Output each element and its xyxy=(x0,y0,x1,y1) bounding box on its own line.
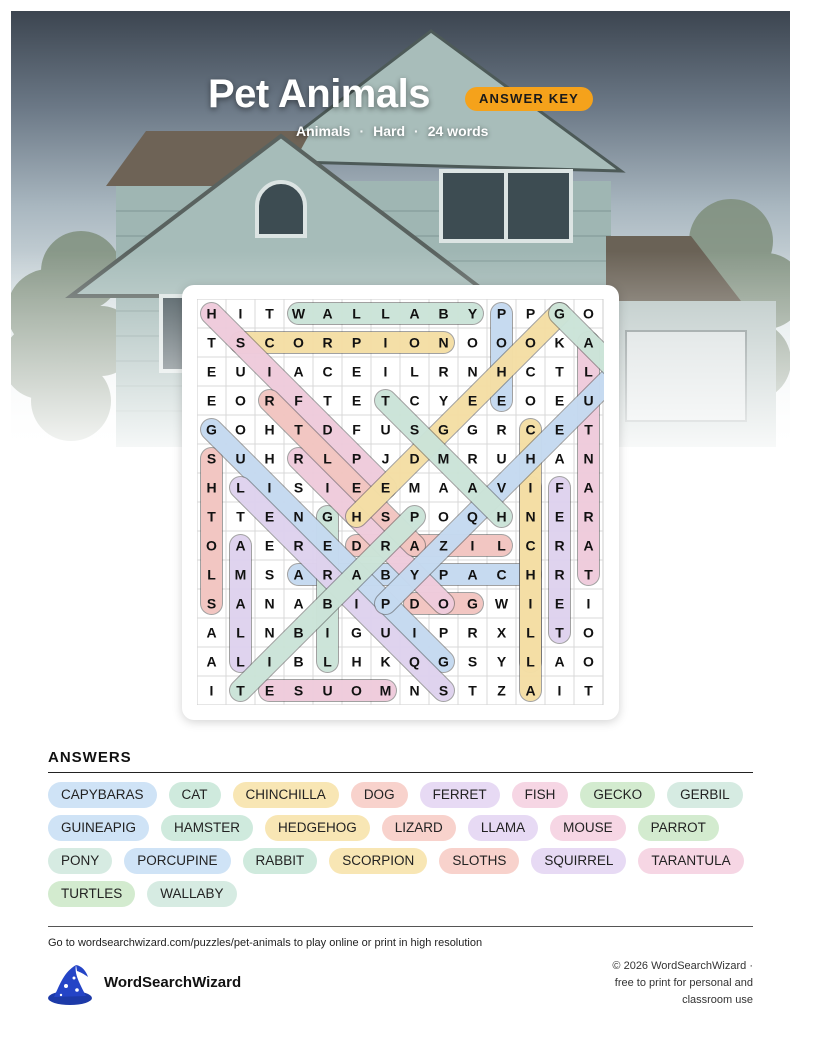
answers-list xyxy=(48,782,758,907)
grid-letter: E xyxy=(496,392,507,409)
grid-letter: O xyxy=(438,508,449,525)
difficulty-label: Hard xyxy=(373,123,406,139)
grid-letter: O xyxy=(351,682,362,699)
grid-letter: S xyxy=(293,479,304,496)
grid-letter: S xyxy=(264,566,275,583)
grid-letter: A xyxy=(525,682,536,699)
grid-letter: J xyxy=(381,450,390,467)
grid-letter: E xyxy=(351,363,362,380)
grid-letter: O xyxy=(583,305,594,322)
grid-letter: O xyxy=(438,595,449,612)
answer-pill-rabbit: RABBIT xyxy=(243,848,318,874)
grid-letter: A xyxy=(583,334,594,351)
grid-letter: U xyxy=(380,624,391,641)
grid-letter: R xyxy=(438,363,449,380)
word-search-grid xyxy=(197,299,604,705)
answer-pill-turtles: TURTLES xyxy=(48,881,135,907)
answer-pill-pony: PONY xyxy=(48,848,112,874)
grid-letter: A xyxy=(554,450,565,467)
grid-letter: A xyxy=(293,566,304,583)
grid-letter: I xyxy=(267,479,272,496)
grid-letter: H xyxy=(351,653,362,670)
grid-letter: O xyxy=(525,334,536,351)
grid-letter: S xyxy=(409,421,420,438)
answer-pill-porcupine: PORCUPINE xyxy=(124,848,230,874)
answer-pill-gecko: GECKO xyxy=(580,782,655,808)
grid-letter: I xyxy=(412,624,417,641)
grid-letter: A xyxy=(438,479,449,496)
answer-pill-tarantula: TARANTULA xyxy=(638,848,743,874)
grid-letter: G xyxy=(438,653,449,670)
grid-letter: L xyxy=(236,653,245,670)
word-count-label: 24 words xyxy=(427,123,489,139)
grid-letter: E xyxy=(351,392,362,409)
grid-letter: M xyxy=(379,682,392,699)
answer-key-badge: ANSWER KEY xyxy=(465,87,593,111)
grid-letter: G xyxy=(206,421,217,438)
copyright-line: © 2026 WordSearchWizard · xyxy=(612,960,753,972)
copyright-line: free to print for personal and xyxy=(614,977,753,989)
grid-letter: F xyxy=(352,421,361,438)
grid-letter: G xyxy=(438,421,449,438)
grid-letter: T xyxy=(584,421,593,438)
grid-letter: R xyxy=(583,508,594,525)
grid-letter: R xyxy=(496,421,507,438)
grid-letter: U xyxy=(380,421,391,438)
category-label: Animals xyxy=(296,123,351,139)
grid-letter: W xyxy=(291,305,306,322)
grid-letter: O xyxy=(235,421,246,438)
grid-letter: E xyxy=(264,537,275,554)
grid-letter: N xyxy=(264,624,275,641)
grid-letter: C xyxy=(496,566,507,583)
grid-letter: A xyxy=(554,653,565,670)
grid-letter: T xyxy=(555,624,564,641)
grid-letter: X xyxy=(496,624,507,641)
brand-name: WordSearchWizard xyxy=(104,974,242,991)
grid-letter: R xyxy=(554,566,565,583)
grid-letter: C xyxy=(525,537,536,554)
grid-letter: K xyxy=(554,334,565,351)
answer-pill-squirrel: SQUIRREL xyxy=(531,848,626,874)
grid-letter: S xyxy=(380,508,391,525)
grid-letter: A xyxy=(235,595,246,612)
grid-letter: G xyxy=(467,595,478,612)
divider xyxy=(48,926,753,927)
answer-pill-chinchilla: CHINCHILLA xyxy=(233,782,339,808)
divider xyxy=(48,772,753,773)
grid-letter: N xyxy=(293,508,304,525)
grid-letter: P xyxy=(525,305,536,322)
grid-letter: B xyxy=(322,595,333,612)
grid-letter: L xyxy=(526,624,535,641)
grid-letter: A xyxy=(409,305,420,322)
grid-letter: P xyxy=(380,595,391,612)
grid-letter: U xyxy=(496,450,507,467)
grid-letter: H xyxy=(206,479,217,496)
grid-letter: S xyxy=(467,653,478,670)
grid-letter: L xyxy=(323,653,332,670)
grid-letter: Q xyxy=(467,508,478,525)
separator-dot: · xyxy=(414,123,419,139)
page-title: Pet Animals xyxy=(208,72,430,116)
grid-letter: P xyxy=(438,566,449,583)
grid-letter: D xyxy=(351,537,362,554)
answer-pill-mouse: MOUSE xyxy=(550,815,626,841)
grid-letter: S xyxy=(235,334,246,351)
grid-letter: P xyxy=(351,334,362,351)
grid-letter: I xyxy=(586,595,591,612)
grid-letter: N xyxy=(409,682,420,699)
answers-heading: ANSWERS xyxy=(48,749,132,766)
grid-letter: E xyxy=(351,479,362,496)
grid-letter: I xyxy=(383,363,388,380)
grid-letter: V xyxy=(496,479,507,496)
grid-letter: E xyxy=(554,508,565,525)
grid-letter: U xyxy=(235,450,246,467)
copyright-text xyxy=(583,958,753,1009)
grid-letter: L xyxy=(236,624,245,641)
grid-letter: T xyxy=(555,363,564,380)
answer-pill-scorpion: SCORPION xyxy=(329,848,427,874)
grid-letter: L xyxy=(584,363,593,380)
grid-letter: I xyxy=(325,479,330,496)
grid-letter: I xyxy=(267,363,272,380)
grid-letter: G xyxy=(554,305,565,322)
grid-letter: A xyxy=(235,537,246,554)
answer-pill-lizard: LIZARD xyxy=(382,815,456,841)
grid-letter: B xyxy=(293,624,304,641)
grid-letter: I xyxy=(528,595,533,612)
grid-letter: I xyxy=(383,334,388,351)
grid-letter: H xyxy=(264,450,275,467)
grid-letter: A xyxy=(293,363,304,380)
grid-letter: N xyxy=(525,508,536,525)
grid-letter: O xyxy=(206,537,217,554)
grid-letter: A xyxy=(467,566,478,583)
grid-letter: L xyxy=(410,363,419,380)
grid-letter: B xyxy=(438,305,449,322)
grid-letter: L xyxy=(381,305,390,322)
grid-letter: Q xyxy=(409,653,420,670)
grid-letter: O xyxy=(409,334,420,351)
grid-letter: I xyxy=(354,595,359,612)
grid-letter: A xyxy=(206,653,217,670)
grid-letter: H xyxy=(525,566,536,583)
grid-letter: O xyxy=(467,334,478,351)
grid-letter: Y xyxy=(438,392,449,409)
grid-letter: G xyxy=(322,508,333,525)
grid-letter: G xyxy=(351,624,362,641)
grid-letter: U xyxy=(235,363,246,380)
footer-url-text[interactable]: Go to wordsearchwizard.com/puzzles/pet-animals to play online or print in high resolution xyxy=(48,937,483,949)
grid-letter: A xyxy=(583,479,594,496)
grid-letter: L xyxy=(497,537,506,554)
grid-letter: O xyxy=(496,334,507,351)
grid-letter: S xyxy=(293,682,304,699)
grid-letter: E xyxy=(467,392,478,409)
grid-letter: T xyxy=(207,334,216,351)
grid-letter: R xyxy=(467,624,478,641)
grid-letter: I xyxy=(325,624,330,641)
grid-letter: E xyxy=(554,392,565,409)
grid-letter: L xyxy=(236,479,245,496)
grid-letter: R xyxy=(322,334,333,351)
grid-letter: L xyxy=(526,653,535,670)
grid-letter: I xyxy=(209,682,214,699)
grid-letter: O xyxy=(583,624,594,641)
answer-pill-guineapig: GUINEAPIG xyxy=(48,815,149,841)
grid-letter: O xyxy=(235,392,246,409)
answer-pill-cat: CAT xyxy=(169,782,221,808)
grid-letter: A xyxy=(293,595,304,612)
grid-letter: I xyxy=(470,537,475,554)
grid-letter: T xyxy=(381,392,390,409)
grid-letter: R xyxy=(293,537,304,554)
grid-letter: B xyxy=(293,653,304,670)
grid-letter: T xyxy=(236,508,245,525)
grid-letter: E xyxy=(322,537,333,554)
grid-letter: A xyxy=(322,305,333,322)
grid-letter: L xyxy=(323,450,332,467)
answer-pill-dog: DOG xyxy=(351,782,408,808)
grid-letter: O xyxy=(525,392,536,409)
grid-letter: P xyxy=(496,305,507,322)
grid-letter: O xyxy=(293,334,304,351)
grid-letter: H xyxy=(351,508,362,525)
grid-letter: E xyxy=(554,421,565,438)
grid-letter: U xyxy=(583,392,594,409)
grid-letter: T xyxy=(207,508,216,525)
answer-pill-wallaby: WALLABY xyxy=(147,881,236,907)
grid-letter: R xyxy=(467,450,478,467)
grid-letter: S xyxy=(438,682,449,699)
grid-letter: R xyxy=(293,450,304,467)
grid-letter: D xyxy=(322,421,333,438)
grid-letter: G xyxy=(467,421,478,438)
grid-letter: O xyxy=(583,653,594,670)
grid-letter: S xyxy=(206,450,217,467)
grid-letter: N xyxy=(583,450,594,467)
grid-letter: H xyxy=(496,508,507,525)
grid-letter: R xyxy=(380,537,391,554)
grid-letter: E xyxy=(264,508,275,525)
grid-letter: M xyxy=(408,479,421,496)
grid-letter: L xyxy=(352,305,361,322)
grid-letter: I xyxy=(528,479,533,496)
answer-pill-gerbil: GERBIL xyxy=(667,782,743,808)
grid-letter: R xyxy=(264,392,275,409)
grid-letter: I xyxy=(557,682,562,699)
grid-letter: T xyxy=(584,566,593,583)
grid-letter: A xyxy=(351,566,362,583)
grid-letter: C xyxy=(322,363,333,380)
grid-letter: E xyxy=(206,363,217,380)
grid-letter: C xyxy=(525,363,536,380)
grid-letter: M xyxy=(234,566,247,583)
grid-letter: A xyxy=(206,624,217,641)
grid-letter: P xyxy=(409,508,420,525)
grid-letter: C xyxy=(525,421,536,438)
grid-letter: F xyxy=(294,392,303,409)
grid-letter: S xyxy=(206,595,217,612)
answer-pill-fish: FISH xyxy=(512,782,569,808)
grid-letter: T xyxy=(236,682,245,699)
grid-letter: A xyxy=(467,479,478,496)
grid-letter: H xyxy=(264,421,275,438)
grid-letter: E xyxy=(206,392,217,409)
grid-letter: E xyxy=(264,682,275,699)
grid-letter: T xyxy=(323,392,332,409)
grid-letter: Y xyxy=(409,566,420,583)
grid-letter: C xyxy=(409,392,420,409)
answer-pill-ferret: FERRET xyxy=(420,782,500,808)
grid-letter: T xyxy=(584,682,593,699)
answer-pill-hamster: HAMSTER xyxy=(161,815,253,841)
grid-letter: A xyxy=(409,537,420,554)
grid-letter: Y xyxy=(467,305,478,322)
answer-pill-llama: LLAMA xyxy=(468,815,538,841)
grid-canvas xyxy=(197,299,604,705)
copyright-line: classroom use xyxy=(682,994,753,1006)
grid-letter: D xyxy=(409,595,420,612)
grid-letter: R xyxy=(554,537,565,554)
grid-letter: Z xyxy=(497,682,506,699)
grid-letter: E xyxy=(554,595,565,612)
grid-letter: N xyxy=(467,363,478,380)
grid-letter: T xyxy=(294,421,303,438)
wizard-hat-icon xyxy=(46,962,94,1006)
grid-letter: E xyxy=(380,479,391,496)
grid-letter: A xyxy=(583,537,594,554)
grid-letter: M xyxy=(437,450,450,467)
grid-letter: N xyxy=(264,595,275,612)
grid-letter: H xyxy=(206,305,217,322)
puzzle-meta xyxy=(296,123,488,139)
grid-letter: U xyxy=(322,682,333,699)
answer-pill-parrot: PARROT xyxy=(638,815,719,841)
grid-letter: Y xyxy=(496,653,507,670)
grid-letter: B xyxy=(380,566,391,583)
grid-letter: P xyxy=(351,450,362,467)
answer-pill-hedgehog: HEDGEHOG xyxy=(265,815,370,841)
grid-letter: I xyxy=(238,305,243,322)
grid-letter: T xyxy=(265,305,274,322)
grid-letter: F xyxy=(555,479,564,496)
grid-letter: L xyxy=(207,566,216,583)
grid-letter: D xyxy=(409,450,420,467)
grid-letter: H xyxy=(525,450,536,467)
answer-pill-capybaras: CAPYBARAS xyxy=(48,782,157,808)
grid-letter: K xyxy=(380,653,391,670)
grid-letter: I xyxy=(267,653,272,670)
grid-letter: H xyxy=(496,363,507,380)
grid-letter: Z xyxy=(439,537,448,554)
grid-letter: C xyxy=(264,334,275,351)
grid-letter: R xyxy=(322,566,333,583)
answer-pill-sloths: SLOTHS xyxy=(439,848,519,874)
separator-dot: · xyxy=(359,123,365,139)
grid-letter: P xyxy=(438,624,449,641)
grid-letter: N xyxy=(438,334,449,351)
grid-letter: W xyxy=(494,595,509,612)
grid-letter: T xyxy=(468,682,477,699)
